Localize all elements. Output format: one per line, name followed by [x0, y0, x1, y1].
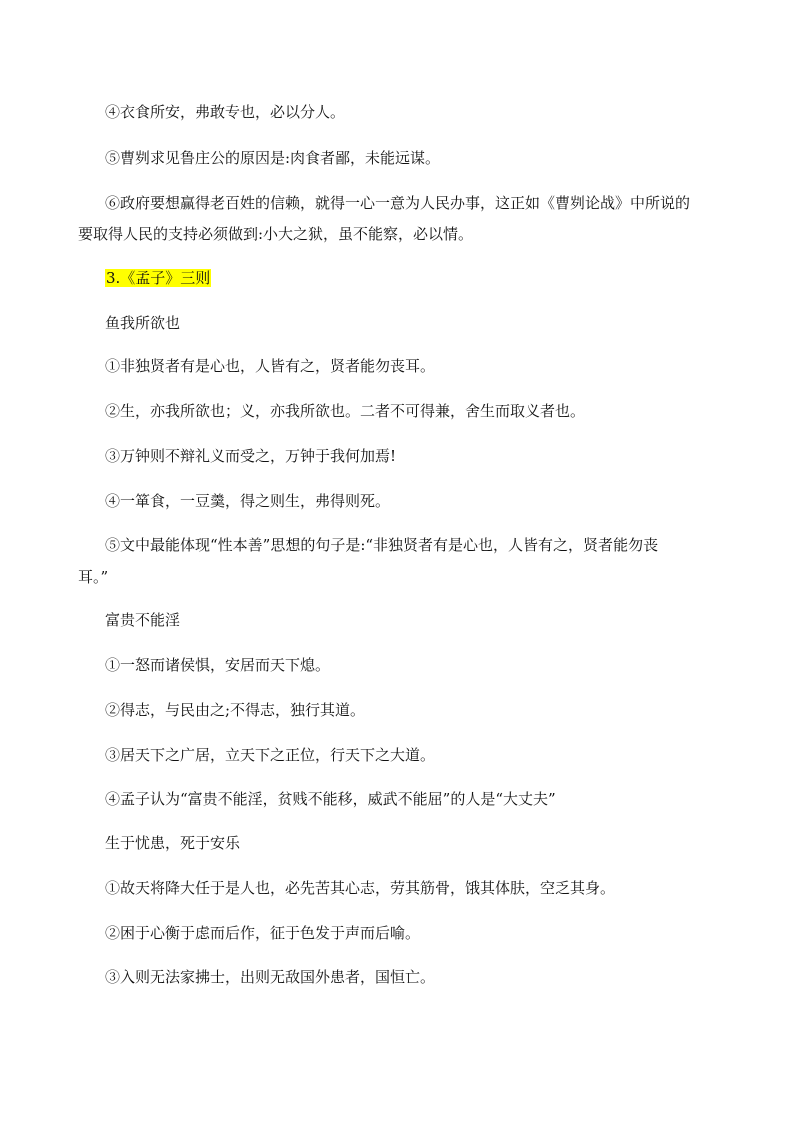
text-line: ④一箪食，一豆羹，得之则生，弗得则死。	[105, 492, 391, 510]
text-line: ③入则无法家拂士，出则无敌国外患者，国恒亡。	[105, 968, 436, 986]
text-line: ⑤文中最能体现“性本善”思想的句子是:“非独贤者有是心也，人皆有之，贤者能勿丧	[105, 536, 659, 554]
text-line: ①一怒而诸侯惧，安居而天下熄。	[105, 656, 331, 674]
text-line: ④孟子认为“富贵不能淫，贫贱不能移，威武不能屈”的人是“大丈夫”	[105, 790, 556, 808]
text-line-continuation: 要取得人民的支持必须做到:小大之狱，虽不能察，必以情。	[78, 225, 474, 243]
subsection-title: 生于忧患，死于安乐	[105, 834, 241, 852]
subsection-title: 富贵不能淫	[105, 611, 181, 629]
text-line: ①故天将降大任于是人也，必先苦其心志，劳其筋骨，饿其体肤，空乏其身。	[105, 879, 616, 897]
text-line: ⑤曹刿求见鲁庄公的原因是:肉食者鄙，未能远谋。	[105, 149, 441, 167]
text-line: ⑥政府要想赢得老百姓的信赖，就得一心一意为人民办事，这正如《曹刿论战》中所说的	[105, 194, 691, 212]
text-line: ④衣食所安，弗敢专也，必以分人。	[105, 103, 346, 121]
subsection-title: 鱼我所欲也	[105, 314, 181, 332]
text-line: ③居天下之广居，立天下之正位，行天下之大道。	[105, 746, 436, 764]
text-line: ③万钟则不辩礼义而受之，万钟于我何加焉!	[105, 447, 397, 465]
section-heading	[105, 268, 211, 288]
text-line: ②困于心衡于虑而后作，征于色发于声而后喻。	[105, 924, 421, 942]
text-line: ②得志，与民由之;不得志，独行其道。	[105, 701, 366, 719]
section-heading-text: 3.《孟子》三则	[106, 269, 211, 287]
text-line-continuation: 耳。”	[78, 568, 109, 586]
text-line: ②生，亦我所欲也；义，亦我所欲也。二者不可得兼，舍生而取义者也。	[105, 402, 586, 420]
text-line: ①非独贤者有是心也，人皆有之，贤者能勿丧耳。	[105, 357, 436, 375]
